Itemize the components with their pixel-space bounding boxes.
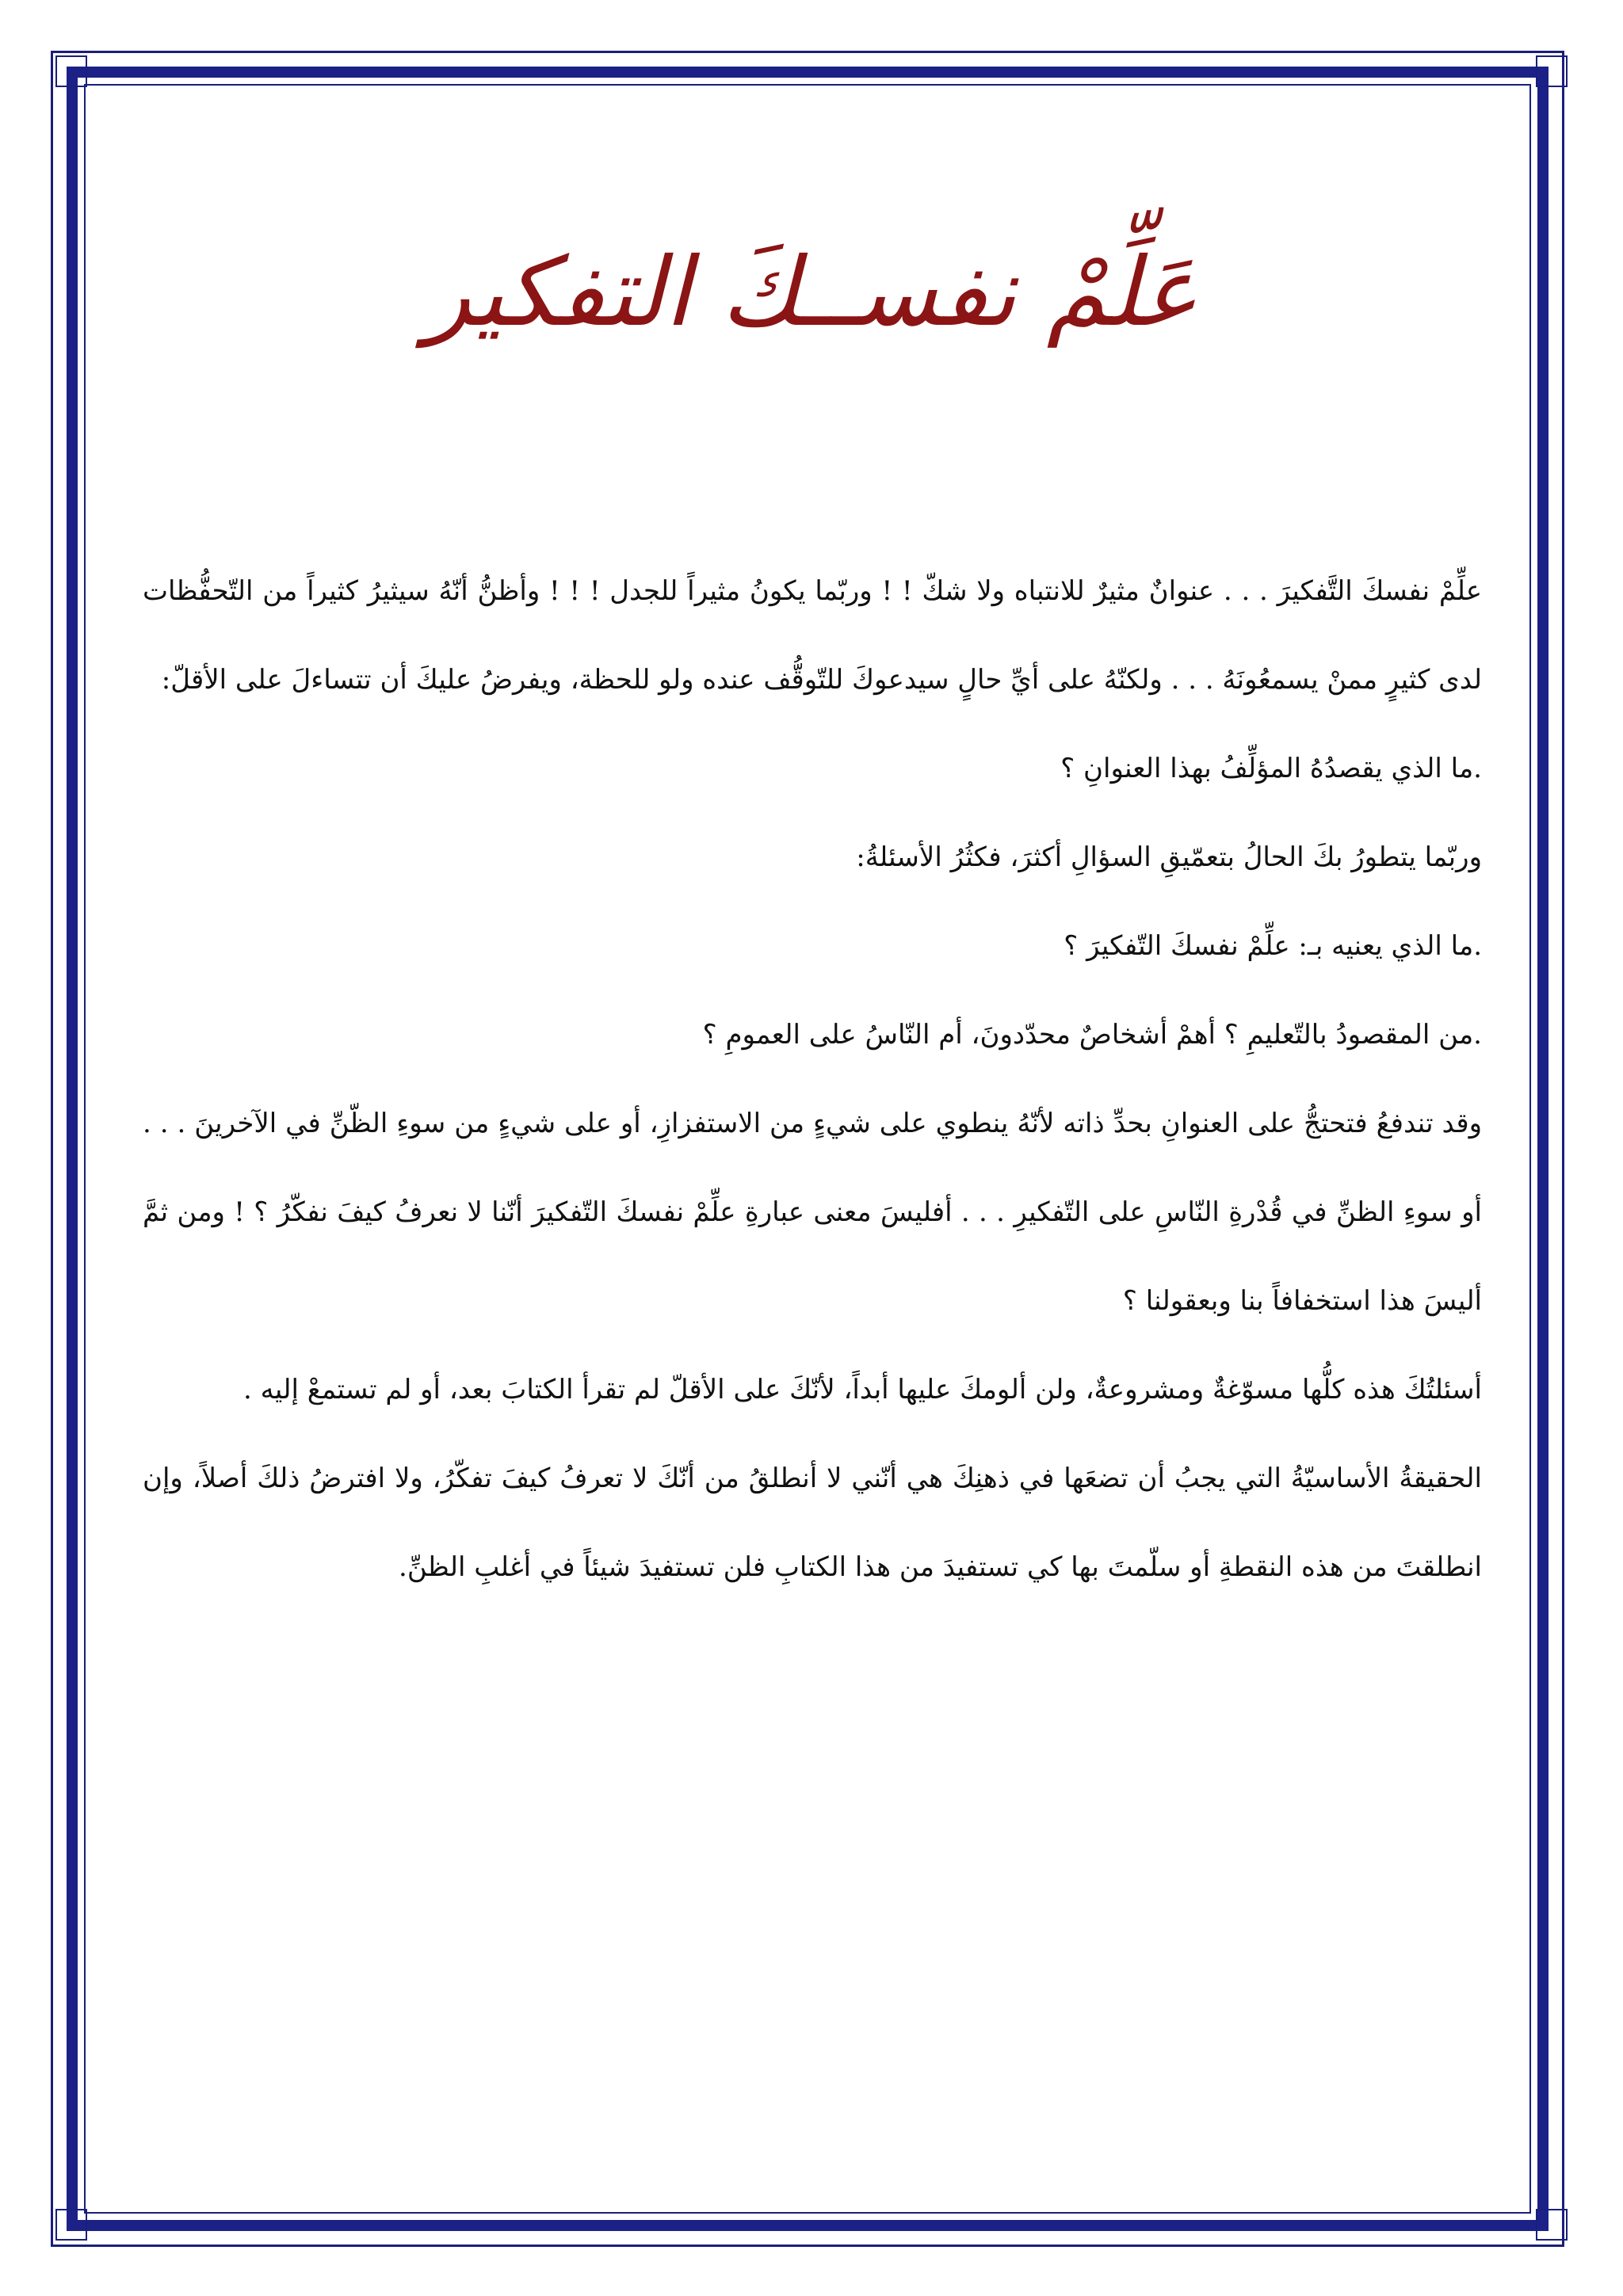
paragraph-question-3: .من المقصودُ بالتّعليمِ ؟ أهمْ أشخاصٌ محدّدونَ، أم النّاسُ على العمومِ ؟ xyxy=(702,1019,1482,1051)
page-title: عَلِّمْ نفســكَ التفكير xyxy=(425,238,1198,348)
document-body xyxy=(143,547,1482,1611)
frame-corner-ornament xyxy=(55,55,87,87)
paragraph-objection: وقد تندفعُ فتحتجُّ على العنوانِ بحدِّ ذاته لأنّهُ ينطوي على شيءٍ من الاستفزازِ، أو على شيءٍ من سوءِ الظّنِّ في الآخرينَ . . . أو سوءِ الظنِّ في قُدْرةِ النّاسِ على التّفكيرِ . . . أفليسَ معنى عبارةِ علِّمْ نفسكَ التّفكيرَ أنّنا لا نعرفُ كيفَ نفكّرُ ؟ ! ومن ثمَّ أليسَ هذا استخفافاً بنا وبعقولنا ؟ xyxy=(143,1108,1483,1317)
paragraph-question-1: .ما الذي يقصدُهُ المؤلِّفُ بهذا العنوانِ ؟ xyxy=(1060,753,1482,784)
frame-corner-ornament xyxy=(1536,55,1568,87)
paragraph-question-2: .ما الذي يعنيه بـ: علِّمْ نفسكَ التّفكيرَ ؟ xyxy=(1064,930,1482,962)
paragraph-elaboration: وربّما يتطورُ بكَ الحالُ بتعمّيقِ السؤالِ أكثرَ، فكثُرُ الأسئلةُ: xyxy=(856,841,1482,873)
frame-corner-ornament xyxy=(1536,2209,1568,2241)
paragraph-intro: علِّمْ نفسكَ التَّفكيرَ . . . عنوانٌ مثيرٌ للانتباه ولا شكّ ! ! وربّما يكونُ مثيراً للجدل ! ! ! وأظنُّ أنّهُ سيثيرُ كثيراً من التّحفُّظات لدى كثيرٍ ممنْ يسمعُونَهُ . . . ولكنّهُ على أيِّ حالٍ سيدعوكَ للتّوقُّف عنده ولو للحظة، ويفرضُ عليكَ أن تتساءلَ على الأقلّ: xyxy=(143,575,1482,696)
paragraph-response: أسئلتُكَ هذه كلُّها مسوّغةٌ ومشروعةٌ، ولن ألومكَ عليها أبداً، لأنّكَ على الأقلّ لم تقرأ الكتابَ بعد، أو لم تستمعْ إليه . xyxy=(243,1374,1482,1405)
frame-corner-ornament xyxy=(55,2209,87,2241)
paragraph-core-truth: الحقيقةُ الأساسيّةُ التي يجبُ أن تضعَها في ذهنِكَ هي أنّني لا أنطلقُ من أنّكَ لا تعرفُ كيفَ تفكّرُ، ولا افترضُ ذلكَ أصلاً، وإن انطلقتَ من هذه النقطةِ أو سلّمتَ بها كي تستفيدَ من هذا الكتابِ فلن تستفيدَ شيئاً في أغلبِ الظنِّ. xyxy=(143,1463,1482,1583)
